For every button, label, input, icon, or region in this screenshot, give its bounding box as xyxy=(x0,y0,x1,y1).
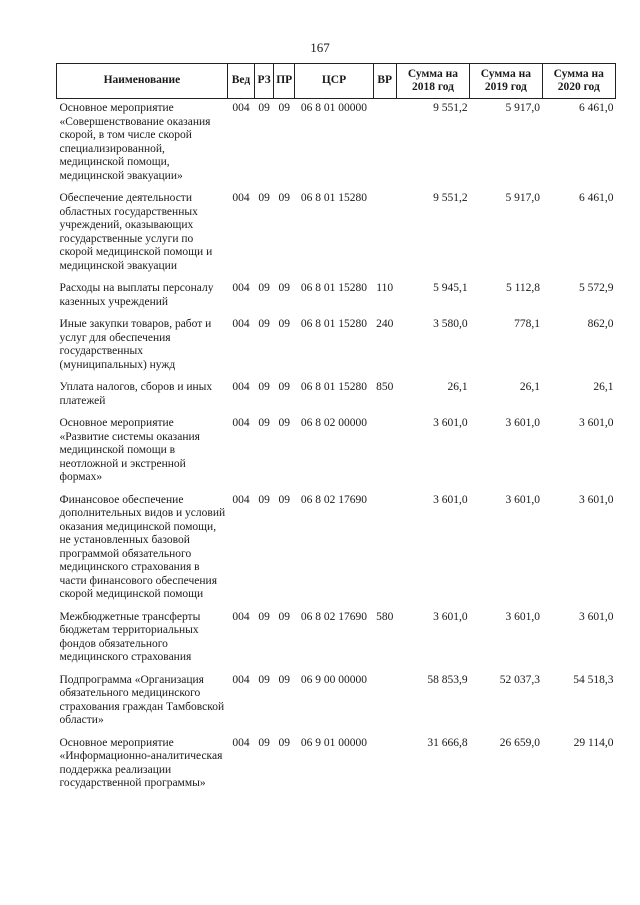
header-name: Наименование xyxy=(57,64,228,99)
row-ved: 004 xyxy=(232,673,250,686)
row-sum-2018: 3 601,0 xyxy=(433,417,468,429)
row-vr: 850 xyxy=(376,381,394,393)
row-pr: 09 xyxy=(278,610,290,623)
row-csr: 06 8 01 15280 xyxy=(300,318,368,330)
row-csr: 06 8 02 17690 xyxy=(300,493,368,506)
row-sum-2019: 5 112,8 xyxy=(505,282,541,294)
row-sum-2020: 29 114,0 xyxy=(573,736,614,749)
row-sum-2018: 3 601,0 xyxy=(433,610,468,623)
row-vr xyxy=(373,494,396,611)
header-rz: РЗ xyxy=(255,64,274,99)
table-header-row xyxy=(57,64,616,99)
row-csr: 06 8 01 15280 xyxy=(300,381,368,393)
header-sum-2018: Сумма на 2018 год xyxy=(396,64,469,99)
row-sum-2018: 3 580,0 xyxy=(433,318,468,330)
row-sum-2018: 31 666,8 xyxy=(427,736,468,749)
row-vr: 110 xyxy=(376,282,394,294)
budget-table xyxy=(56,63,616,800)
row-ved: 004 xyxy=(232,282,250,294)
row-ved: 004 xyxy=(232,318,250,330)
row-name: Иные закупки товаров, работ и услуг для обеспечения государственных (муниципальных) нужд xyxy=(59,318,212,371)
row-sum-2019: 5 917,0 xyxy=(505,192,541,204)
row-csr: 06 8 01 00000 xyxy=(300,102,368,114)
row-rz: 09 xyxy=(258,736,270,749)
table-row xyxy=(57,99,616,193)
row-pr: 09 xyxy=(278,736,290,749)
row-rz: 09 xyxy=(258,417,270,429)
row-sum-2020: 3 601,0 xyxy=(579,610,614,623)
row-csr: 06 9 00 00000 xyxy=(300,673,368,686)
header-sum-2020: Сумма на 2020 год xyxy=(542,64,615,99)
header-ved: Вед xyxy=(227,64,254,99)
row-rz: 09 xyxy=(258,282,270,294)
row-pr: 09 xyxy=(278,673,290,686)
row-name: Финансовое обеспечение дополнительных видов и условий оказания медицинской помощи, не установленных базовой программой обязательного медицинского страхования в части финансового обеспечения скорой медицинской помощи xyxy=(59,493,226,600)
row-sum-2019: 26,1 xyxy=(519,381,541,393)
row-sum-2019: 778,1 xyxy=(514,318,541,330)
row-vr xyxy=(373,674,396,737)
row-ved: 004 xyxy=(232,610,250,623)
row-rz: 09 xyxy=(258,610,270,623)
row-ved: 004 xyxy=(232,381,250,393)
row-pr: 09 xyxy=(278,417,290,429)
row-pr: 09 xyxy=(278,318,290,330)
row-name: Основное мероприятие «Развитие системы оказания медицинской помощи в неотложной и экстренной формах» xyxy=(59,417,200,483)
row-csr: 06 9 01 00000 xyxy=(300,736,368,749)
page-number: 167 xyxy=(310,40,330,55)
row-name: Межбюджетные трансферты бюджетам территориальных фондов обязательного медицинского страхования xyxy=(59,610,201,663)
row-rz: 09 xyxy=(258,192,270,204)
row-name: Основное мероприятие «Совершенствование оказания скорой, в том числе скорой специализированной, медицинской помощи, медицинской эвакуации» xyxy=(59,102,211,182)
table-row xyxy=(57,381,616,417)
row-name: Уплата налогов, сборов и иных платежей xyxy=(59,381,213,407)
row-sum-2020: 6 461,0 xyxy=(579,102,614,114)
row-sum-2019: 3 601,0 xyxy=(505,610,541,623)
row-ved: 004 xyxy=(232,192,250,204)
row-rz: 09 xyxy=(258,381,270,393)
row-name: Подпрограмма «Организация обязательного медицинского страхования граждан Тамбовской области» xyxy=(59,673,225,726)
row-vr xyxy=(373,737,396,800)
row-pr: 09 xyxy=(278,102,290,114)
row-ved: 004 xyxy=(232,736,250,749)
row-ved: 004 xyxy=(232,417,250,429)
row-sum-2018: 9 551,2 xyxy=(433,192,468,204)
row-sum-2020: 3 601,0 xyxy=(579,417,614,429)
row-sum-2020: 26,1 xyxy=(593,381,614,393)
row-sum-2018: 58 853,9 xyxy=(427,673,468,686)
row-sum-2020: 3 601,0 xyxy=(579,493,614,506)
row-pr: 09 xyxy=(278,381,290,393)
table-row xyxy=(57,674,616,737)
row-sum-2018: 26,1 xyxy=(447,381,468,393)
row-sum-2019: 3 601,0 xyxy=(505,417,541,429)
row-sum-2019: 26 659,0 xyxy=(499,736,541,749)
header-sum-2019: Сумма на 2019 год xyxy=(470,64,542,99)
table-row xyxy=(57,494,616,611)
row-csr: 06 8 02 00000 xyxy=(300,417,368,429)
row-sum-2018: 5 945,1 xyxy=(433,282,468,294)
table-row xyxy=(57,282,616,318)
table-row xyxy=(57,417,616,494)
row-sum-2020: 5 572,9 xyxy=(579,282,614,294)
row-sum-2019: 5 917,0 xyxy=(505,102,541,114)
row-csr: 06 8 01 15280 xyxy=(300,282,368,294)
row-rz: 09 xyxy=(258,673,270,686)
row-vr xyxy=(373,99,396,193)
header-csr: ЦСР xyxy=(295,64,373,99)
table-row xyxy=(57,318,616,381)
row-name: Расходы на выплаты персоналу казенных учреждений xyxy=(59,282,214,308)
header-pr: ПР xyxy=(274,64,295,99)
row-sum-2019: 3 601,0 xyxy=(505,493,541,506)
row-csr: 06 8 02 17690 xyxy=(300,610,368,623)
row-vr xyxy=(373,417,396,494)
row-sum-2019: 52 037,3 xyxy=(499,673,541,686)
row-pr: 09 xyxy=(278,282,290,294)
row-vr xyxy=(373,192,396,282)
row-rz: 09 xyxy=(258,493,270,506)
table-row xyxy=(57,737,616,800)
row-name: Основное мероприятие «Информационно-аналитическая поддержка реализации государственной программы» xyxy=(59,736,223,789)
row-ved: 004 xyxy=(232,102,250,114)
row-pr: 09 xyxy=(278,192,290,204)
row-sum-2020: 6 461,0 xyxy=(579,192,614,204)
row-pr: 09 xyxy=(278,493,290,506)
row-vr: 240 xyxy=(376,318,394,330)
header-vr: ВР xyxy=(373,64,396,99)
row-ved: 004 xyxy=(232,493,250,506)
row-rz: 09 xyxy=(258,318,270,330)
row-csr: 06 8 01 15280 xyxy=(300,192,368,204)
row-sum-2018: 9 551,2 xyxy=(433,102,468,114)
table-row xyxy=(57,192,616,282)
row-sum-2018: 3 601,0 xyxy=(433,493,468,506)
row-rz: 09 xyxy=(258,102,270,114)
row-name: Обеспечение деятельности областных государственных учреждений, оказывающих государственные услуги по скорой медицинской помощи и медицинской эвакуации xyxy=(59,192,213,272)
row-sum-2020: 862,0 xyxy=(587,318,614,330)
row-vr: 580 xyxy=(376,610,394,623)
row-sum-2020: 54 518,3 xyxy=(573,673,614,686)
table-row xyxy=(57,611,616,674)
